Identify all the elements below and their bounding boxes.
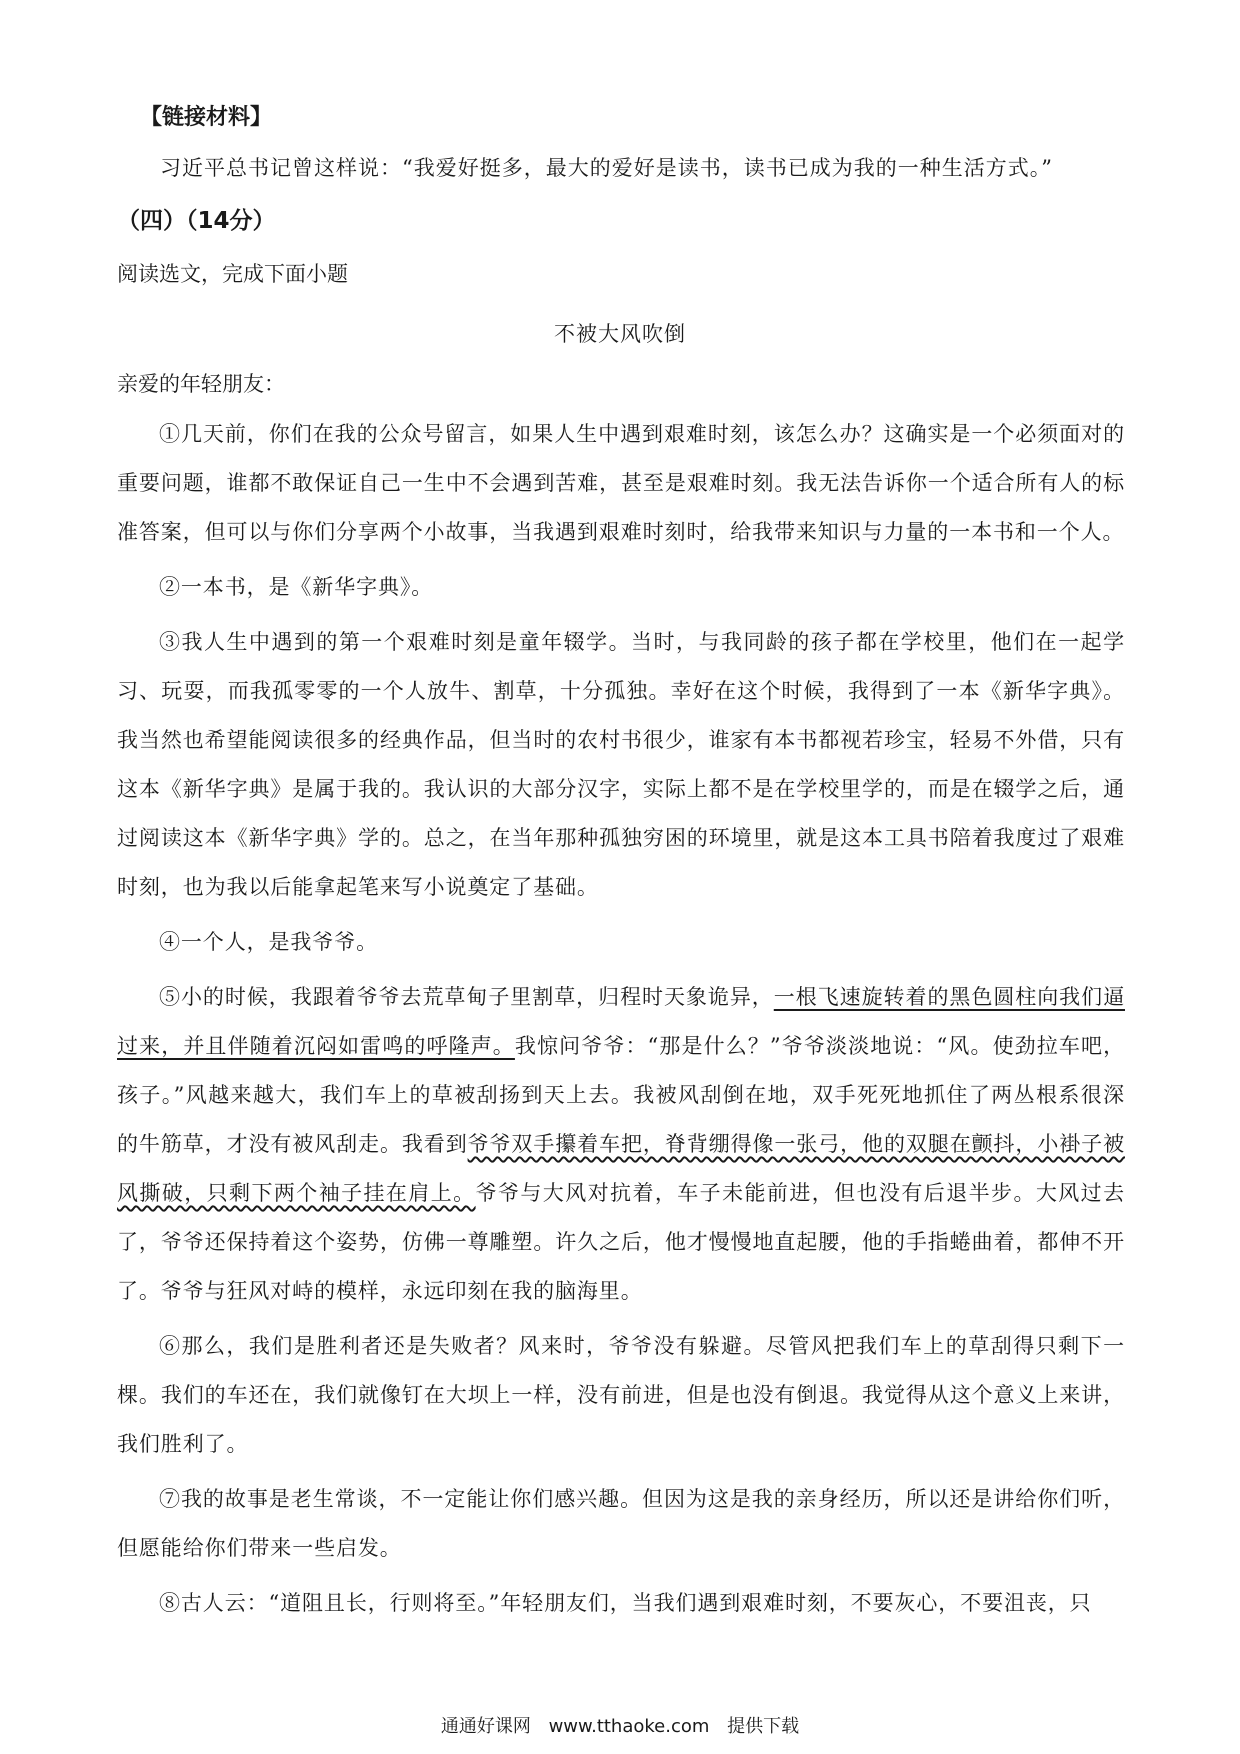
footer-site-name: 通通好课网 (440, 1716, 531, 1737)
underlined-sentence-straight: 一根飞速旋转着的黑色圆柱向我们逼过来，并且伴随着沉闷如雷鸣的呼隆声。 (117, 985, 1125, 1058)
reading-instruction: 阅读选文，完成下面小题 (117, 262, 348, 286)
paragraph-2: ②一本书，是《新华字典》。 (159, 575, 434, 599)
paragraph-6: ⑥那么，我们是胜利者还是失败者？风来时，爷爷没有躲避。尽管风把我们车上的草刮得只剩下一棵。我们的车还在，我们就像钉在大坝上一样，没有前进，但是也没有倒退。我觉得从这个意义上来讲，我们胜利了。 (117, 1334, 1125, 1456)
paragraph-3: ③我人生中遇到的第一个艰难时刻是童年辍学。当时，与我同龄的孩子都在学校里，他们在一起学习、玩耍，而我孤零零的一个人放牛、割草，十分孤独。幸好在这个时候，我得到了一本《新华字典》。我当然也希望能阅读很多的经典作品，但当时的农村书很少，谁家有本书都视若珍宝，轻易不外借，只有这本《新华字典》是属于我的。我认识的大部分汉字，实际上都不是在学校里学的，而是在辍学之后，通过阅读这本《新华字典》学的。总之，在当年那种孤独穷困的环境里，就是这本工具书陪着我度过了艰难时刻，也为我以后能拿起笔来写小说奠定了基础。 (117, 630, 1125, 899)
paragraph-1: ①几天前，你们在我的公众号留言，如果人生中遇到艰难时刻，该怎么办？这确实是一个必须面对的重要问题，谁都不敢保证自己一生中不会遇到苦难，甚至是艰难时刻。我无法告诉你一个适合所有人的标准答案，但可以与你们分享两个小故事，当我遇到艰难时刻时，给我带来知识与力量的一本书和一个人。 (117, 422, 1125, 544)
paragraph-5-part-b: 我惊问爷爷：“那是什么？”爷爷淡淡地说：“风。使劲拉车吧，孩子。”风越来越大，我们车上的草被刮扬到天上去。我被风刮倒在地，双手死死地抓住了两丛根系很深的牛筋草，才没有被风刮走。我看到 (117, 1034, 1125, 1156)
underlined-sentence-wavy: 爷爷双手攥着车把，脊背绷得像一张弓，他的双腿在颤抖，小褂子被风撕破，只剩下两个袖子挂在肩上。 (117, 1132, 1125, 1205)
article-body (117, 410, 1125, 1628)
paragraph-7: ⑦我的故事是老生常谈，不一定能让你们感兴趣。但因为这是我的亲身经历，所以还是讲给你们听，但愿能给你们带来一些启发。 (117, 1487, 1125, 1560)
paragraph-5 (117, 973, 1125, 1316)
paragraph-8: ⑧古人云：“道阻且长，行则将至。”年轻朋友们，当我们遇到艰难时刻，不要灰心，不要沮丧，只 (159, 1591, 1092, 1615)
letter-greeting: 亲爱的年轻朋友： (117, 372, 285, 396)
paragraph-5-part-a: ⑤小的时候，我跟着爷爷去荒草甸子里割草，归程时天象诡异， (159, 985, 774, 1009)
article-title: 不被大风吹倒 (554, 322, 686, 346)
footer-suffix: 提供下载 (727, 1716, 800, 1737)
quote-text: 习近平总书记曾这样说：“我爱好挺多，最大的爱好是读书，读书已成为我的一种生活方式。” (160, 156, 1053, 180)
paragraph-4: ④一个人，是我爷爷。 (159, 930, 378, 954)
paragraph-5-part-c: 爷爷与大风对抗着，车子未能前进，但也没有后退半步。大风过去了，爷爷还保持着这个姿势，仿佛一尊雕塑。许久之后，他才慢慢地直起腰，他的手指蜷曲着，都伸不开了。爷爷与狂风对峙的模样，永远印刻在我的脑海里。 (117, 1181, 1125, 1303)
section-heading: （四）（14分） (117, 208, 276, 234)
page-footer (0, 1712, 1240, 1738)
footer-url[interactable]: www.tthaoke.com (548, 1716, 710, 1737)
link-material-heading: 【链接材料】 (140, 105, 273, 130)
